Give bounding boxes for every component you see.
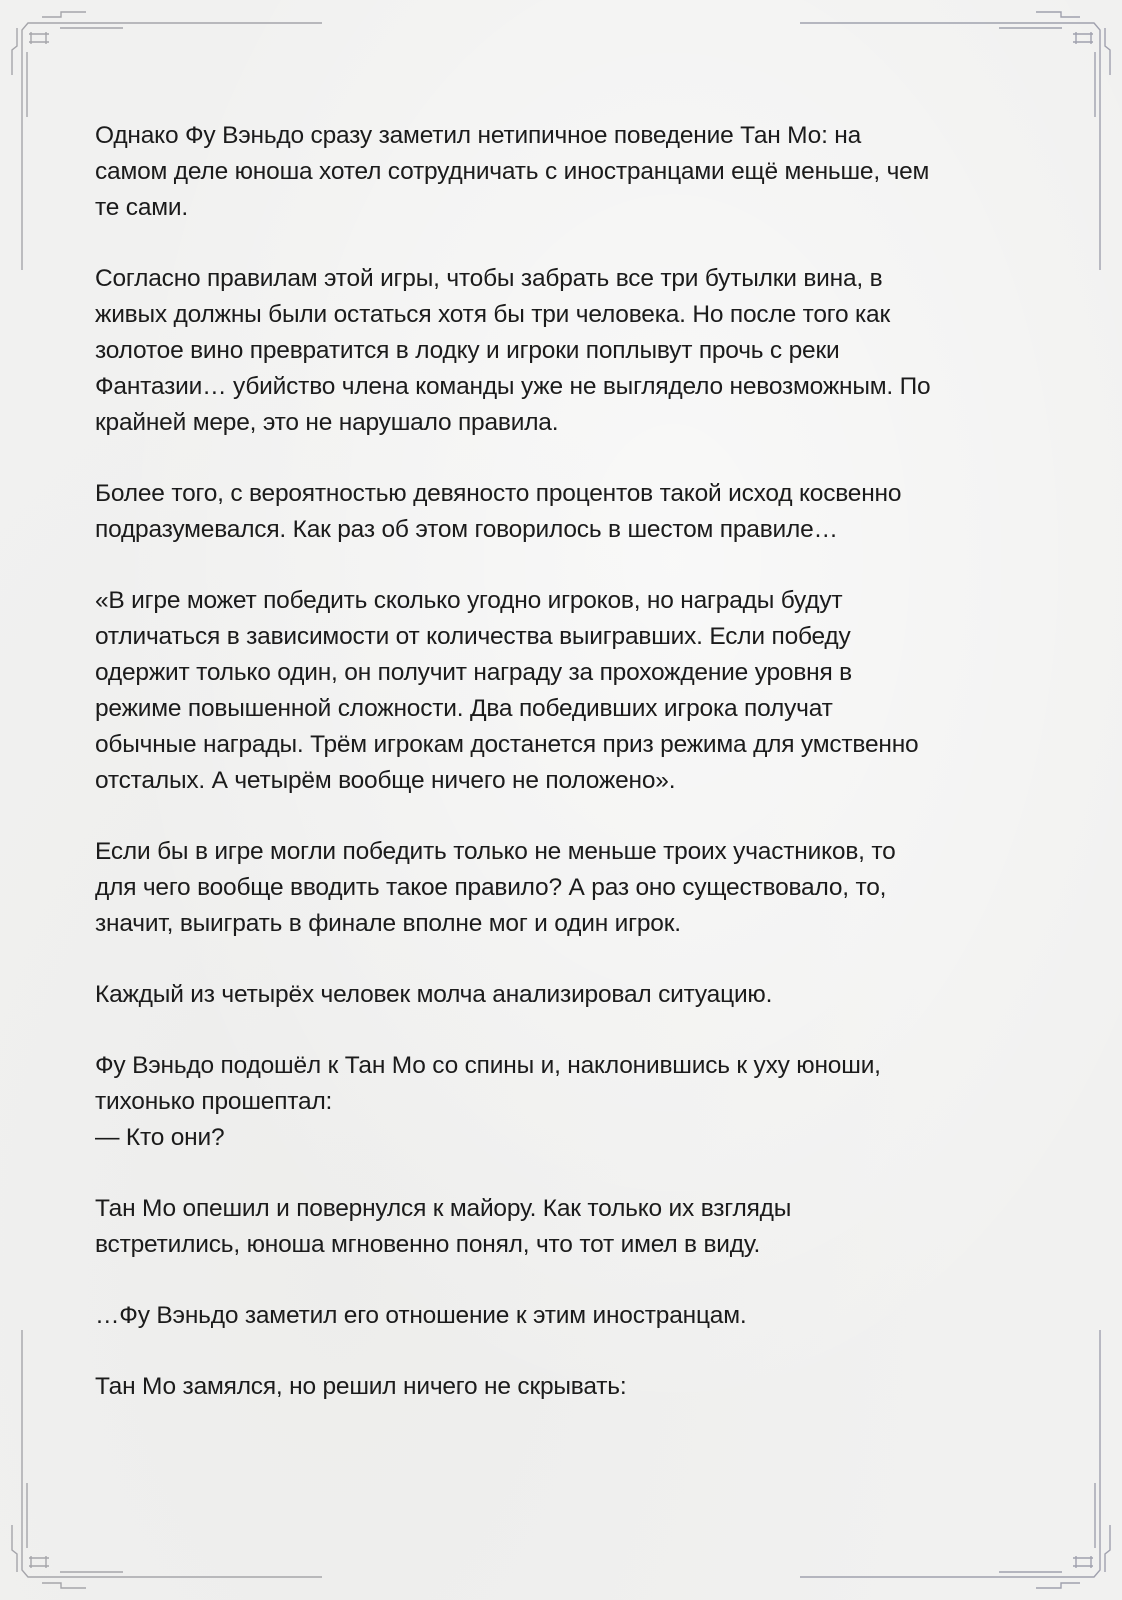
text-line: крайней мере, это не нарушало правила. [95, 409, 559, 436]
text-line: Однако Фу Вэньдо сразу заметил нетипичное поведение Тан Мо: на [95, 122, 862, 149]
text-line: живых должны были остаться хотя бы три человека. Но после того как [95, 301, 891, 328]
paragraph [95, 977, 1035, 1013]
text-line: …Фу Вэньдо заметил его отношение к этим иностранцам. [95, 1302, 747, 1329]
paragraph [95, 1191, 1035, 1263]
paragraph [95, 476, 1035, 548]
text-line: Каждый из четырёх человек молча анализировал ситуацию. [95, 981, 773, 1008]
paragraph [95, 261, 1035, 441]
text-line: встретились, юноша мгновенно понял, что тот имел в виду. [95, 1231, 761, 1258]
text-line: значит, выиграть в финале вполне мог и один игрок. [95, 910, 681, 937]
paragraph [95, 118, 1035, 226]
text-line: самом деле юноша хотел сотрудничать с иностранцами ещё меньше, чем [95, 158, 930, 185]
text-line: обычные награды. Трём игрокам достанется приз режима для умственно [95, 731, 919, 758]
text-line: Тан Мо замялся, но решил ничего не скрывать: [95, 1373, 627, 1400]
text-line: Фу Вэньдо подошёл к Тан Мо со спины и, наклонившись к уху юноши, [95, 1052, 881, 1079]
text-line: для чего вообще вводить такое правило? А раз оно существовало, то, [95, 874, 887, 901]
text-line: одержит только один, он получит награду за прохождение уровня в [95, 659, 852, 686]
text-line: Тан Мо опешил и повернулся к майору. Как только их взгляды [95, 1195, 792, 1222]
quoted-rule-paragraph [95, 583, 1035, 799]
text-line: Если бы в игре могли победить только не меньше троих участников, то [95, 838, 896, 865]
text-line: режиме повышенной сложности. Два победивших игрока получат [95, 695, 833, 722]
paragraph [95, 1369, 1035, 1405]
text-line: золотое вино превратится в лодку и игроки поплывут прочь с реки [95, 337, 840, 364]
dialogue-line: — Кто они? [95, 1124, 225, 1151]
paragraph [95, 834, 1035, 942]
text-line: Более того, с вероятностью девяносто процентов такой исход косвенно [95, 480, 902, 507]
text-line: подразумевался. Как раз об этом говорилось в шестом правиле… [95, 516, 838, 543]
text-line: отличаться в зависимости от количества выигравших. Если победу [95, 623, 851, 650]
text-line: Фантазии… убийство члена команды уже не выглядело невозможным. По [95, 373, 931, 400]
text-line: «В игре может победить сколько угодно игроков, но награды будут [95, 587, 843, 614]
paragraph [95, 1298, 1035, 1334]
text-line: Согласно правилам этой игры, чтобы забрать все три бутылки вина, в [95, 265, 883, 292]
document-body [95, 118, 1035, 1440]
text-line: те сами. [95, 194, 188, 221]
text-line: тихонько прошептал: [95, 1088, 333, 1115]
paragraph [95, 1048, 1035, 1156]
text-line: отсталых. А четырём вообще ничего не положено». [95, 767, 676, 794]
